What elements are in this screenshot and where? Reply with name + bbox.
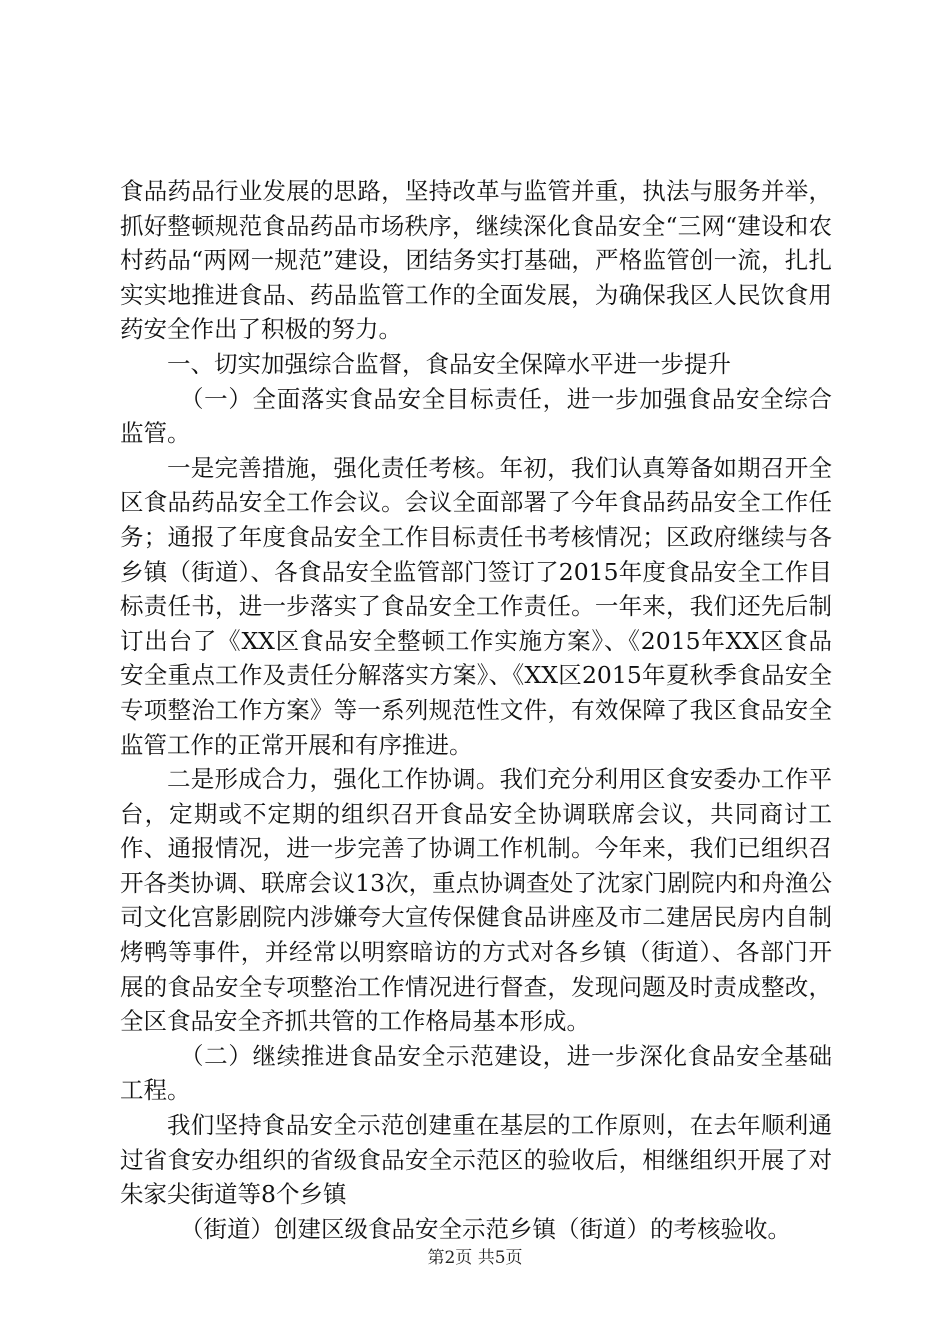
paragraph-intro-continued: 食品药品行业发展的思路，坚持改革与监管并重，执法与服务并举，抓好整顿规范食品药品市场秩序，继续深化食品安全“三网“建设和农村药品“两网一规范”建设，团结务实打基础，严格监管创一流，扎扎实实地推进食品、药品监管工作的全面发展，为确保我区人民饮食用药安全作出了积极的努力。 (120, 177, 832, 344)
document-body (120, 174, 832, 1246)
paragraph-item-1: 一是完善措施，强化责任考核。年初，我们认真筹备如期召开全区食品药品安全工作会议。会议全面部署了今年食品药品安全工作任务；通报了年度食品安全工作目标责任书考核情况；区政府继续与各乡镇（街道）、各食品安全监管部门签订了2015年度食品安全工作目标责任书，进一步落实了食品安全工作责任。一年来，我们还先后制订出台了《XX区食品安全整顿工作实施方案》、《2015年XX区食品安全重点工作及责任分解落实方案》、《XX区2015年夏秋季食品安全专项整治工作方案》等一系列规范性文件，有效保障了我区食品安全监管工作的正常开展和有序推进。 (120, 453, 832, 759)
paragraph-demo-construction: 我们坚持食品安全示范创建重在基层的工作原则，在去年顺利通过省食安办组织的省级食品安全示范区的验收后，相继组织开展了对朱家尖街道等8个乡镇 (120, 1111, 832, 1209)
section-heading-1: 一、切实加强综合监督，食品安全保障水平进一步提升 (167, 349, 731, 378)
subsection-heading-1: （一）全面落实食品安全目标责任，进一步加强食品安全综合监管。 (120, 384, 832, 448)
subsection-heading-2: （二）继续推进食品安全示范建设，进一步深化食品安全基础工程。 (120, 1041, 832, 1105)
paragraph-demo-continued: （街道）创建区级食品安全示范乡镇（街道）的考核验收。 (180, 1214, 791, 1243)
paragraph-item-2: 二是形成合力，强化工作协调。我们充分利用区食安委办工作平台，定期或不定期的组织召开食品安全协调联席会议，共同商讨工作、通报情况，进一步完善了协调工作机制。今年来，我们已组织召开各类协调、联席会议13次，重点协调查处了沈家门剧院内和舟渔公司文化宫影剧院内涉嫌夸大宣传保健食品讲座及市二建居民房内自制烤鸭等事件，并经常以明察暗访的方式对各乡镇（街道）、各部门开展的食品安全专项整治工作情况进行督查，发现问题及时责成整改，全区食品安全齐抓共管的工作格局基本形成。 (120, 765, 832, 1036)
page-number-footer: 第2页 共5页 (427, 1248, 523, 1268)
